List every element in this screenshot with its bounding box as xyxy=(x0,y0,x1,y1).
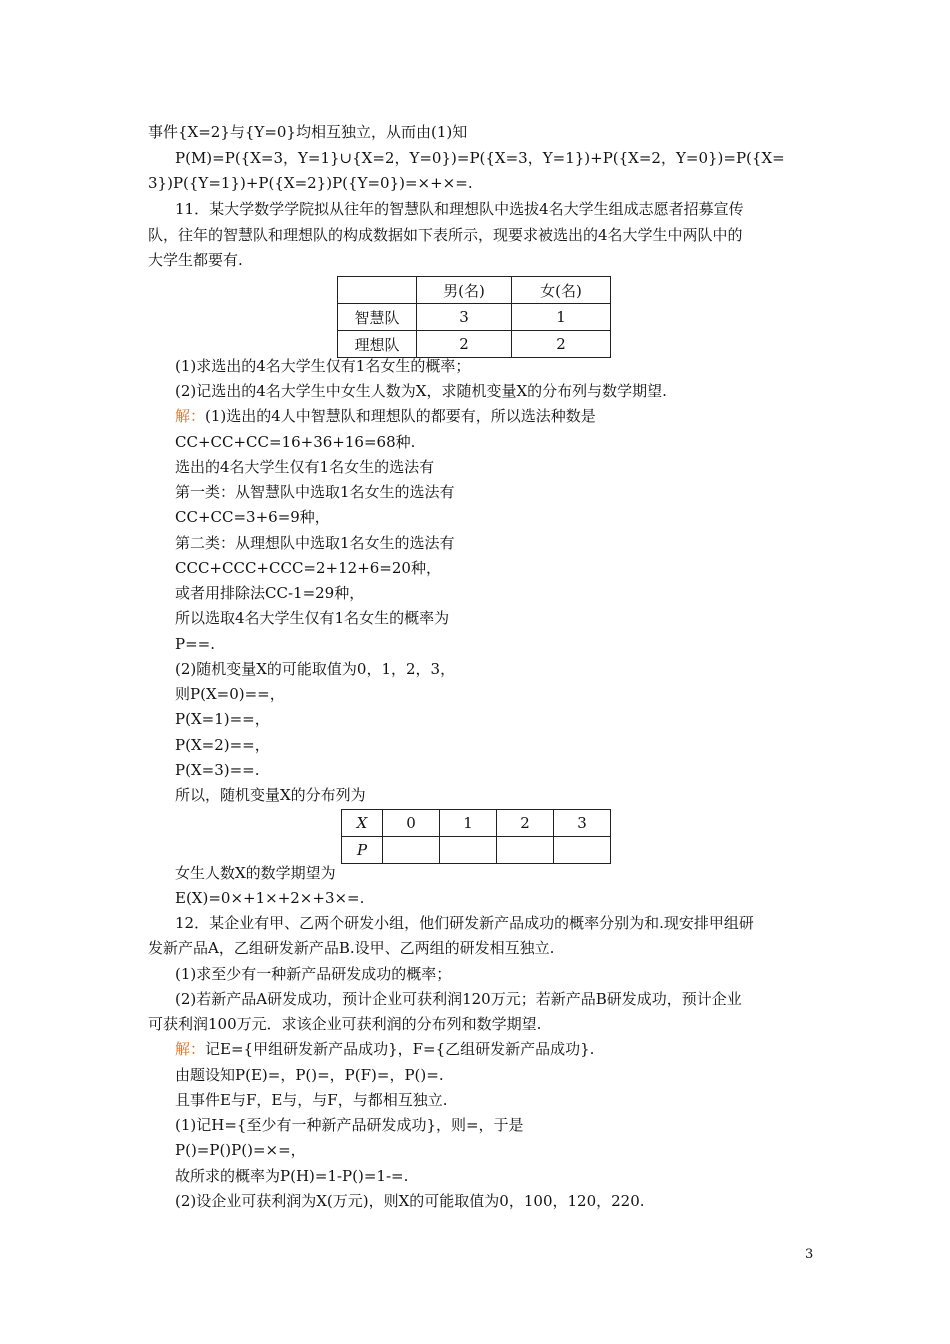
solution-line: 第一类：从智慧队中选取1名女生的选法有 xyxy=(175,483,455,501)
question-line: 可获利润100万元．求该企业可获利润的分布列和数学期望. xyxy=(148,1015,542,1033)
table-cell: X xyxy=(342,810,383,837)
question-line: (1)求至少有一种新产品研发成功的概率； xyxy=(175,965,452,983)
answer-label: 解： xyxy=(175,407,206,425)
table-row xyxy=(338,277,611,304)
table-cell xyxy=(497,837,554,864)
solution-line: 故所求的概率为P(H)=1-P()=1-=. xyxy=(175,1167,409,1185)
solution-line xyxy=(175,1038,835,1060)
text-line: P(M)=P({X=3，Y=1}∪{X=2，Y=0})=P({X=3，Y=1})+P({X=2，Y=0})=P({X= xyxy=(175,149,785,167)
solution-line: CC+CC=3+6=9种， xyxy=(175,508,330,526)
table-cell: 0 xyxy=(383,810,440,837)
solution-line: 第二类：从理想队中选取1名女生的选法有 xyxy=(175,534,455,552)
table-header-cell xyxy=(338,277,417,304)
solution-line: 则P(X=0)==， xyxy=(175,685,285,703)
solution-line: 且事件E与F，E与，与F，与都相互独立. xyxy=(175,1091,448,1109)
solution-text: (1)选出的4人中智慧队和理想队的都要有，所以选法种数是 xyxy=(205,407,596,425)
table-cell: 3 xyxy=(417,304,512,331)
solution-line: 所以选取4名大学生仅有1名女生的概率为 xyxy=(175,609,450,627)
table-cell: 1 xyxy=(440,810,497,837)
table-cell: P xyxy=(342,837,383,864)
solution-line: 所以，随机变量X的分布列为 xyxy=(175,786,366,804)
question-line: (2)记选出的4名大学生中女生人数为X，求随机变量X的分布列与数学期望. xyxy=(175,382,667,400)
solution-line: CC+CC+CC=16+36+16=68种. xyxy=(175,433,416,451)
solution-line: CCC+CCC+CCC=2+12+6=20种， xyxy=(175,559,441,577)
table-cell: 智慧队 xyxy=(338,304,417,331)
question-line: (1)求选出的4名大学生仅有1名女生的概率； xyxy=(175,357,471,375)
table-cell: 2 xyxy=(512,331,611,358)
table-row xyxy=(342,837,611,864)
solution-line: (2)设企业可获利润为X(万元)，则X的可能取值为0，100，120，220. xyxy=(175,1192,645,1210)
solution-text: 记E={甲组研发新产品成功}，F={乙组研发新产品成功}. xyxy=(205,1040,595,1058)
solution-line: P(X=3)==. xyxy=(175,761,260,779)
table-cell: 3 xyxy=(554,810,611,837)
distribution-table xyxy=(341,809,611,864)
table-cell xyxy=(554,837,611,864)
solution-line: 女生人数X的数学期望为 xyxy=(175,864,336,882)
problem-12-line: 12．某企业有甲、乙两个研发小组，他们研发新产品成功的概率分别为和.现安排甲组研 xyxy=(175,914,754,932)
table-cell: 2 xyxy=(497,810,554,837)
solution-line: (1)记H={至少有一种新产品研发成功}，则=，于是 xyxy=(175,1116,524,1134)
text-line: 事件{X=2}与{Y=0}均相互独立，从而由(1)知 xyxy=(148,123,468,141)
team-composition-table xyxy=(337,276,611,358)
answer-label: 解： xyxy=(175,1040,206,1058)
question-line: (2)若新产品A研发成功，预计企业可获利润120万元；若新产品B研发成功，预计企业 xyxy=(175,990,742,1008)
solution-line: 由题设知P(E)=，P()=，P(F)=，P()=. xyxy=(175,1066,444,1084)
problem-12-line: 发新产品A，乙组研发新产品B.设甲、乙两组的研发相互独立. xyxy=(148,939,555,957)
table-header-cell: 男(名) xyxy=(417,277,512,304)
table-cell xyxy=(383,837,440,864)
problem-11-line: 11．某大学数学学院拟从往年的智慧队和理想队中选拔4名大学生组成志愿者招募宣传 xyxy=(175,200,744,218)
solution-line: P(X=1)==， xyxy=(175,710,270,728)
solution-line: 或者用排除法CC-1=29种， xyxy=(175,584,365,602)
table-row xyxy=(338,304,611,331)
solution-line xyxy=(175,405,835,427)
problem-11-line: 大学生都要有. xyxy=(148,251,243,269)
table-row xyxy=(342,810,611,837)
table-cell xyxy=(440,837,497,864)
table-header-cell: 女(名) xyxy=(512,277,611,304)
solution-line: P==. xyxy=(175,635,215,653)
text-line: 3})P({Y=1})+P({X=2})P({Y=0})=×+×=. xyxy=(148,174,473,192)
solution-line: P(X=2)==， xyxy=(175,736,270,754)
table-cell: 理想队 xyxy=(338,331,417,358)
problem-11-line: 队，往年的智慧队和理想队的构成数据如下表所示，现要求被选出的4名大学生中两队中的 xyxy=(148,226,743,244)
solution-line: E(X)=0×+1×+2×+3×=. xyxy=(175,889,365,907)
solution-line: P()=P()P()=×=， xyxy=(175,1141,306,1159)
page-number: 3 xyxy=(805,1247,814,1262)
table-cell: 1 xyxy=(512,304,611,331)
table-cell: 2 xyxy=(417,331,512,358)
solution-line: 选出的4名大学生仅有1名女生的选法有 xyxy=(175,458,435,476)
solution-line: (2)随机变量X的可能取值为0，1，2，3， xyxy=(175,660,456,678)
table-row xyxy=(338,331,611,358)
